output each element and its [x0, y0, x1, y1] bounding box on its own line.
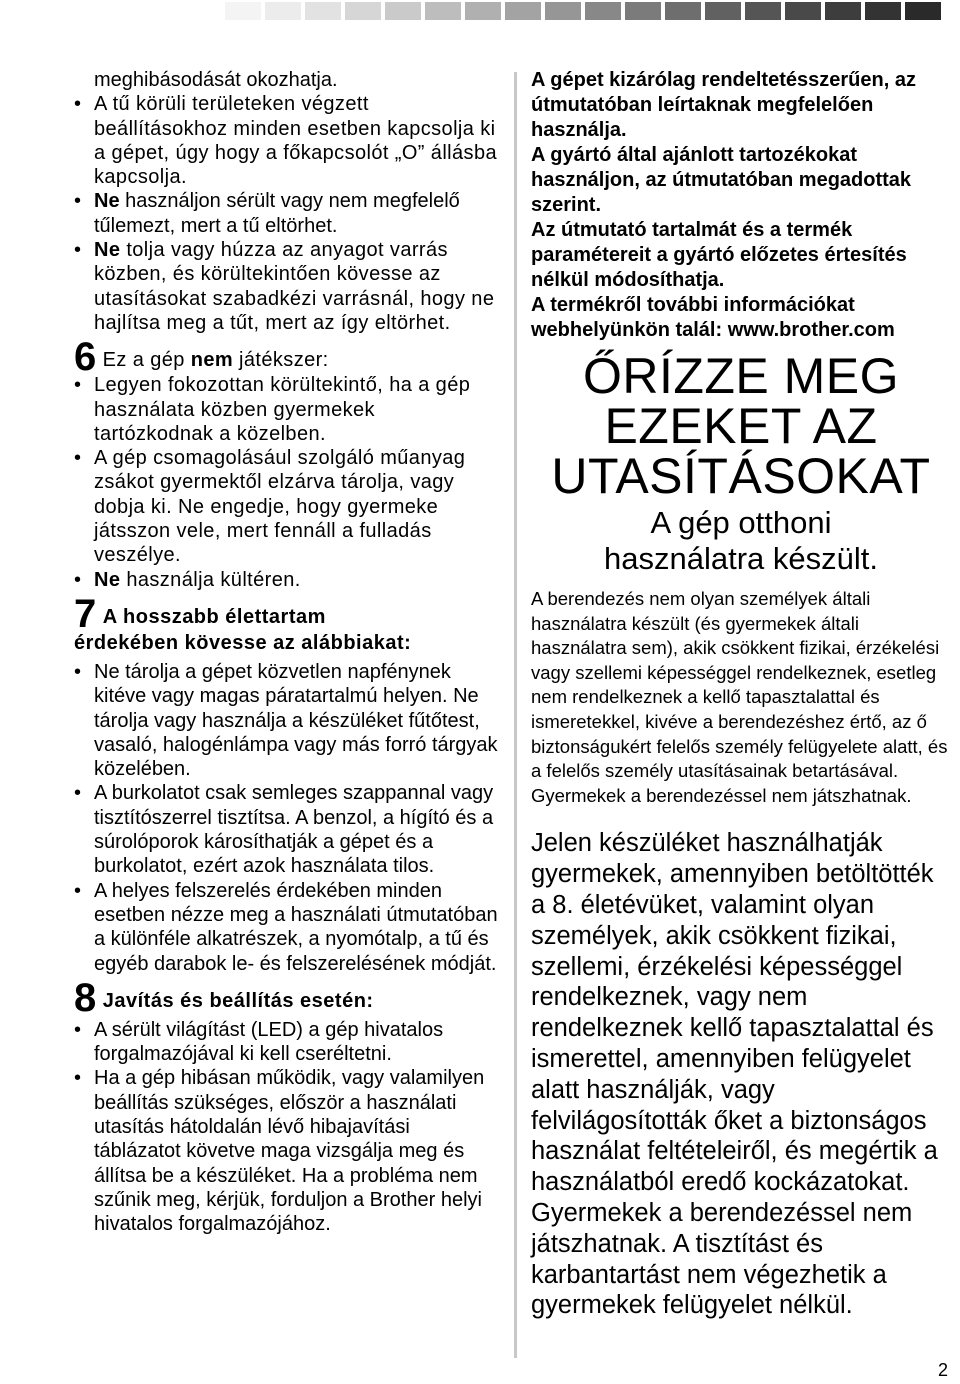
section-number: 7: [74, 591, 97, 636]
header-square: [585, 2, 621, 20]
header-square: [625, 2, 661, 20]
header-square: [545, 2, 581, 20]
list-item: • Ne használjon sérült vagy nem megfelelő tűlemezt, mert a tű eltörhet.: [74, 189, 500, 238]
header-square: [465, 2, 501, 20]
list-item: • A tű körüli területeken végzett beállításokhoz minden esetben kapcsolja ki a gépet, úgy hogy a főkapcsolót „O” állásba kapcsolja.: [74, 92, 500, 189]
header-square: [505, 2, 541, 20]
section-6-heading: 6 Ez a gép nem játékszer:: [74, 335, 329, 380]
list-item: • Ne tárolja a gépet közvetlen napfénynek kitéve vagy magas páratartalmú helyen. Ne tárolja vagy használja a készüléket fűtőtest, vasaló, halogénlámpa vagy más forró tárgyak közelében.: [74, 660, 500, 781]
list-item: • A helyes felszerelés érdekében minden esetben nézze meg a használati útmutatóban a különféle alkatrészek, a nyomótalp, a tű és egyéb darabok le- és felszerelésének módját.: [74, 879, 500, 976]
bullet-list-a: [74, 92, 500, 335]
header-square: [785, 2, 821, 20]
section-6: [74, 335, 500, 592]
list-item: • A gép csomagolásául szolgáló műanyag zsákot gyermektől elzárva tárolja, vagy dobja ki. Ne engedje, hogy gyermeke játsszon vele, mert fennáll a fulladás veszélye.: [74, 446, 500, 567]
warning-paragraph-small: A berendezés nem olyan személyek általi használatra készült (és gyermekek általi használatra sem), akik csökkent fizikai, érzékelési vagy szellemi képességgel rendelkeznek, esetleg nem rendelkeznek a kellő tapasztalattal és ismeretekkel, kivéve a berendezéshez értő, az ő biztonságukért felelős személy felügyelete alatt, és a felelős személy utasításainak betartásával. Gyermekek a berendezéssel nem játszhatnak.: [531, 588, 948, 806]
header-square: [705, 2, 741, 20]
section-6-list: [74, 373, 500, 592]
header-square: [345, 2, 381, 20]
header-square: [665, 2, 701, 20]
list-item: • A sérült világítást (LED) a gép hivatalos forgalmazójával ki kell cseréltetni.: [74, 1018, 500, 1067]
header-square: [745, 2, 781, 20]
header-square: [825, 2, 861, 20]
list-item: • Ne tolja vagy húzza az anyagot varrás közben, és körültekintően kövesse az utasításokat szabadkézi varrásnál, hogy ne hajlítsa meg a tűt, mert az így eltörhet.: [74, 238, 500, 335]
notice-paragraph: A gyártó által ajánlott tartozékokat használjon, az útmutatóban megadottak szerint.: [531, 144, 912, 216]
header-square: [265, 2, 301, 20]
section-number: 6: [74, 335, 97, 380]
column-divider: [514, 72, 517, 1358]
header-square: [305, 2, 341, 20]
warning-paragraph-large: Jelen készüléket használhatják gyermekek, amennyiben betöltötték a 8. életévüket, valamint olyan személyek, akik csökkent fizikai, szellemi, érzékelési képességgel rendelkeznek, vagy nem rendelkeznek kellő tapasztalattal és ismerettel, amennyiben felügyelet alatt használják, vagy felvilágosították őket a biztonságos használat feltételeiről, és megértik a használatból eredő kockázatokat. Gyermekek a berendezéssel nem játszhatnak. A tisztítást és karbantartást nem végezhetik a gyermekek felügyelet nélkül.: [531, 829, 938, 1320]
section-8-list: [74, 1018, 500, 1237]
list-item: • Ha a gép hibásan működik, vagy valamilyen beállítás szükséges, először a használati utasítás hátoldalán lévő hibajavítási táblázatot követve maga vizsgálja meg és állítsa be a készüléket. Ha a probléma nem szűnik meg, kérjük, forduljon a Brother helyi hivatalos forgalmazójához.: [74, 1066, 500, 1236]
section-7: [74, 591, 500, 976]
page-number: 2: [938, 1360, 949, 1380]
list-item: • Ne használja kültéren.: [74, 568, 500, 592]
header-square: [905, 2, 941, 20]
header-square: [425, 2, 461, 20]
header-square: [225, 2, 261, 20]
notice-paragraph: Az útmutató tartalmát és a termék paramétereit a gyártó előzetes értesítés nélkül módosíthatja.: [531, 219, 907, 291]
list-item: • Legyen fokozottan körültekintő, ha a gép használata közben gyermekek tartózkodnak a közelben.: [74, 373, 500, 446]
section-8-heading: 8 Javítás és beállítás esetén:: [74, 975, 374, 1020]
left-column: [74, 68, 500, 1236]
save-instructions-heading: ŐRÍZZE MEG EZEKET AZ UTASÍTÁSOKAT: [551, 348, 931, 504]
header-bar: [0, 0, 960, 22]
right-column: [531, 68, 951, 1321]
section-7-list: [74, 660, 500, 976]
household-use-heading: A gép otthoni használatra készült.: [604, 505, 878, 576]
continued-text: meghibásodását okozhatja.: [94, 69, 338, 91]
header-square: [385, 2, 421, 20]
section-7-heading: 7 A hosszabb élettartam érdekében kövesse az alábbiakat:: [74, 591, 412, 654]
list-item: • A burkolatot csak semleges szappannal vagy tisztítószerrel tisztítsa. A benzol, a hígító és a súrolóporok károsíthatják a gépet és a burkolatot, ezért azok használata tilos.: [74, 781, 500, 878]
section-8: [74, 975, 500, 1237]
notice-paragraph: A gépet kizárólag rendeltetésszerűen, az útmutatóban leírtaknak megfelelően használja.: [531, 69, 916, 141]
header-square: [865, 2, 901, 20]
section-number: 8: [74, 975, 97, 1020]
notice-paragraph: A termékről további információkat webhelyünkön talál: www.brother.com: [531, 294, 895, 341]
